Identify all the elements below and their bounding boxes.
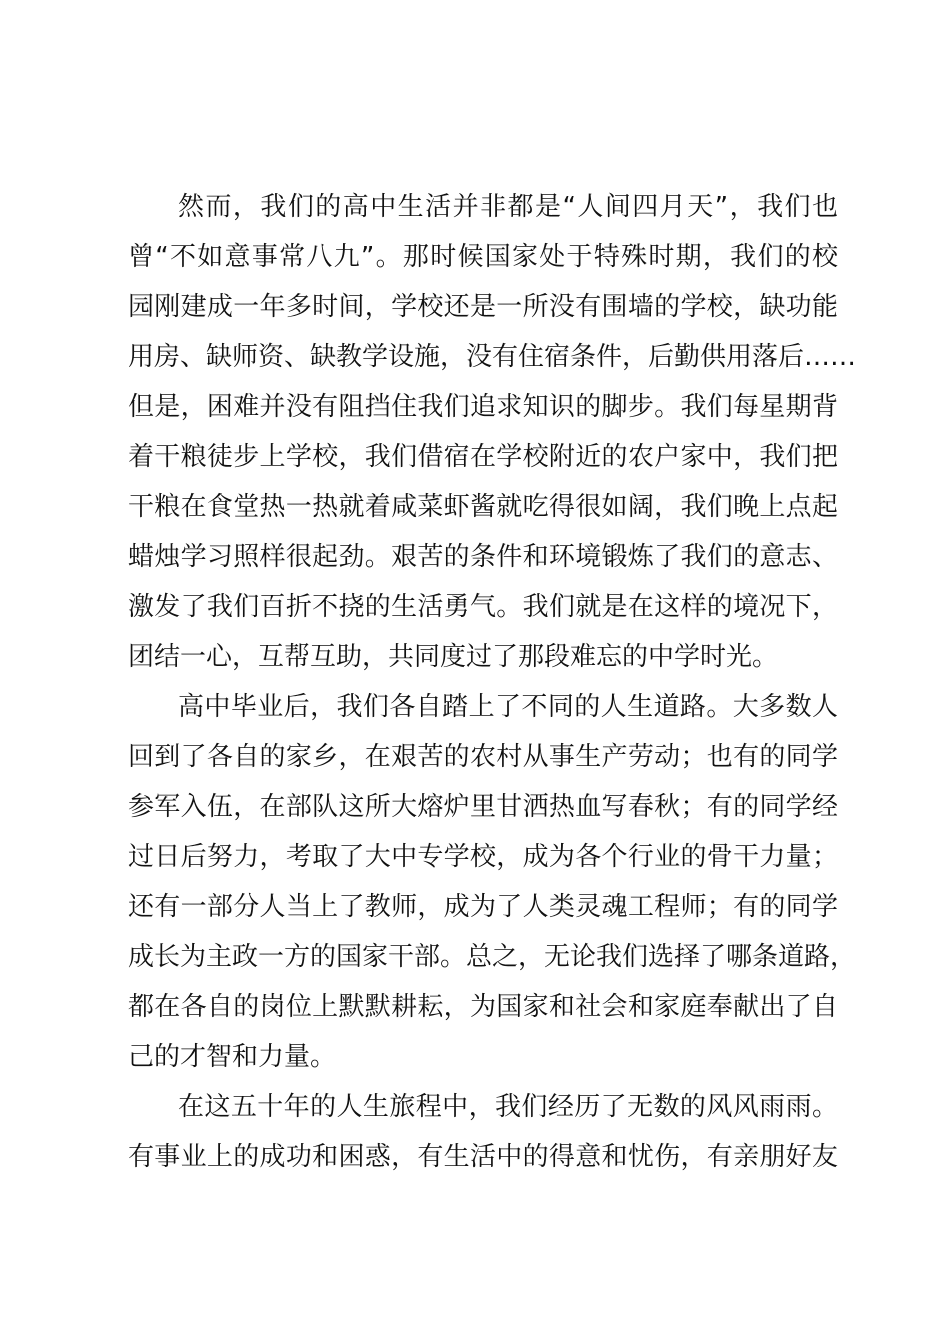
text-line: 用房、缺师资、缺教学设施，没有住宿条件，后勤供用落后…… [128,342,857,372]
text-line: 在这五十年的人生旅程中，我们经历了无数的风风雨雨。 [178,1092,838,1122]
paragraph-2 [128,682,857,1082]
text-line: 团结一心，互帮互助，共同度过了那段难忘的中学时光。 [128,642,779,672]
text-line: 都在各自的岗位上默默耕耘，为国家和社会和家庭奉献出了自 [128,992,838,1022]
text-line: 但是，困难并没有阻挡住我们追求知识的脚步。我们每星期背 [128,392,838,422]
text-line: 曾“不如意事常八九”。那时候国家处于特殊时期，我们的校 [128,242,838,272]
text-line: 己的才智和力量。 [128,1042,337,1072]
text-line: 参军入伍，在部队这所大熔炉里甘洒热血写春秋；有的同学经 [128,792,838,822]
text-line: 然而，我们的高中生活并非都是“人间四月天”，我们也 [178,192,838,222]
text-line: 有事业上的成功和困惑，有生活中的得意和忧伤，有亲朋好友 [128,1142,838,1172]
text-line: 着干粮徒步上学校，我们借宿在学校附近的农户家中，我们把 [128,442,838,472]
document-body [128,182,857,1182]
paragraph-3 [128,1082,838,1182]
text-line: 成长为主政一方的国家干部。总之，无论我们选择了哪条道路， [128,942,857,972]
text-line: 干粮在食堂热一热就着咸菜虾酱就吃得很如阔，我们晚上点起 [128,492,838,522]
paragraph-1 [128,182,857,682]
text-line: 园刚建成一年多时间，学校还是一所没有围墙的学校，缺功能 [128,292,838,322]
text-line: 蜡烛学习照样很起劲。艰苦的条件和环境锻炼了我们的意志、 [128,542,838,572]
text-line: 高中毕业后，我们各自踏上了不同的人生道路。大多数人 [178,692,838,722]
text-line: 激发了我们百折不挠的生活勇气。我们就是在这样的境况下， [128,592,838,622]
text-line: 还有一部分人当上了教师，成为了人类灵魂工程师；有的同学 [128,892,838,922]
text-line: 过日后努力，考取了大中专学校，成为各个行业的骨干力量； [128,842,838,872]
text-line: 回到了各自的家乡，在艰苦的农村从事生产劳动；也有的同学 [128,742,838,772]
